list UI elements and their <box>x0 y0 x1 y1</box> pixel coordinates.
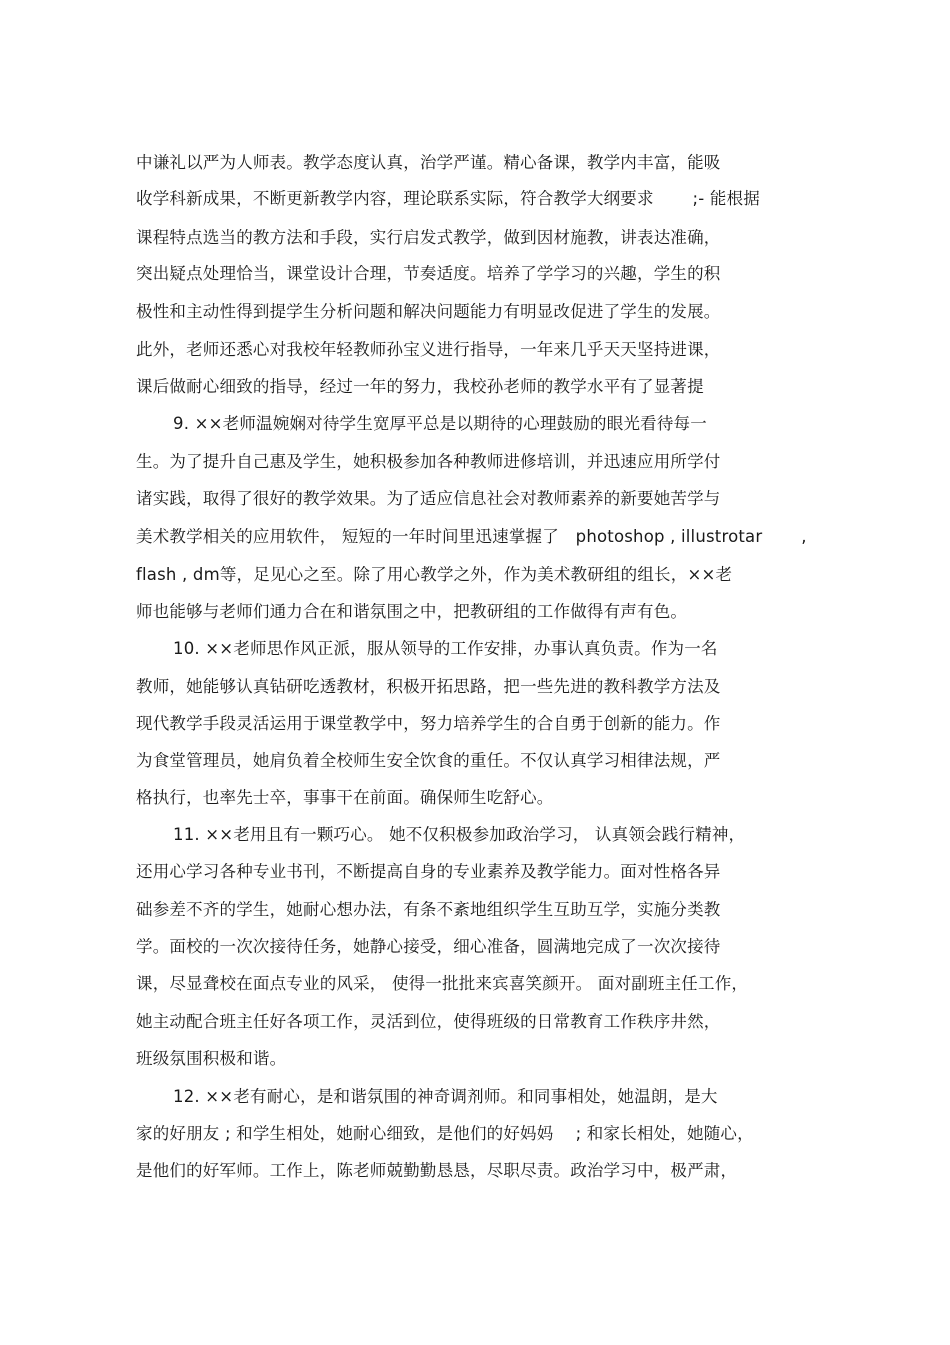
text-line: 收学科新成果，不断更新教学内容，理论联系实际，符合教学大纲要求 ;- 能根据 <box>136 189 761 208</box>
text-line: 学。面校的一次次接待任务，她静心接受，细心准备，圆满地完成了一次次接待 <box>136 937 721 956</box>
text-line: 中谦礼以严为人师表。教学态度认真，治学严谨。精心备课，教学内丰富，能吸 <box>136 153 721 172</box>
text-line: 家的好朋友 ; 和学生相处，她耐心细致，是他们的好妈妈 ; 和家长相处，她随心， <box>136 1124 754 1143</box>
text-line: 教师，她能够认真钻研吃透教材，积极开拓思路，把一些先进的教科教学方法及 <box>136 677 721 696</box>
text-line: 格执行，也率先士卒，事事干在前面。确保师生吃舒心。 <box>136 788 554 807</box>
text-line: 还用心学习各种专业书刊，不断提高自身的专业素养及教学能力。面对性格各异 <box>136 862 721 881</box>
paragraph-12-first-line: 12. ××老有耐心，是和谐氛围的神奇调剂师。和同事相处，她温朗，是大 <box>173 1087 718 1106</box>
paragraph-9-first-line: 9. ××老师温婉娴对待学生宽厚平总是以期待的心理鼓励的眼光看待每一 <box>173 414 707 433</box>
text-line: 课后做耐心细致的指导，经过一年的努力，我校孙老师的教学水平有了显著提 <box>136 377 704 396</box>
text-line: 突出疑点处理恰当，课堂设计合理，节奏适度。培养了学学习的兴趣，学生的积 <box>136 264 721 283</box>
text-line: 极性和主动性得到提学生分析问题和解决问题能力有明显改促进了学生的发展。 <box>136 302 721 321</box>
text-line: 课程特点选当的教方法和手段，实行启发式教学，做到因材施教，讲表达准确， <box>136 228 721 247</box>
text-line: 诸实践，取得了很好的教学效果。为了适应信息社会对教师素养的新要她苦学与 <box>136 489 721 508</box>
text-line: 生。为了提升自己惠及学生，她积极参加各种教师进修培训，并迅速应用所学付 <box>136 452 721 471</box>
text-line: 为食堂管理员，她肩负着全校师生安全饮食的重任。不仅认真学习相律法规，严 <box>136 751 721 770</box>
text-line: 班级氛围积极和谐。 <box>136 1049 287 1068</box>
text-line: flash , dm等，足见心之至。除了用心教学之外，作为美术教研组的组长，××老 <box>136 565 733 584</box>
paragraph-10-first-line: 10. ××老师思作风正派，服从领导的工作安排，办事认真负责。作为一名 <box>173 639 718 658</box>
text-line: 此外，老师还悉心对我校年轻教师孙宝义进行指导，一年来几乎天天坚持进课， <box>136 340 721 359</box>
text-line: 是他们的好军师。工作上，陈老师兢勤勤恳恳，尽职尽责。政治学习中，极严肃， <box>136 1161 738 1180</box>
text-line: 现代教学手段灵活运用于课堂教学中，努力培养学生的合自勇于创新的能力。作 <box>136 714 721 733</box>
text-line: 师也能够与老师们通力合在和谐氛围之中，把教研组的工作做得有声有色。 <box>136 602 688 621</box>
paragraph-11-first-line: 11. ××老用且有一颗巧心。 她不仅积极参加政治学习， 认真领会践行精神， <box>173 825 746 844</box>
text-line: 她主动配合班主任好各项工作，灵活到位，使得班级的日常教育工作秩序井然， <box>136 1012 721 1031</box>
text-line: 课，尽显聋校在面点专业的风采， 使得一批批来宾喜笑颜开。 面对副班主任工作， <box>136 974 749 993</box>
text-line: 美术教学相关的应用软件， 短短的一年时间里迅速掌握了 photoshop , illustrotar , <box>136 527 807 546</box>
text-line: 础参差不齐的学生，她耐心想办法，有条不紊地组织学生互助互学，实施分类教 <box>136 900 721 919</box>
